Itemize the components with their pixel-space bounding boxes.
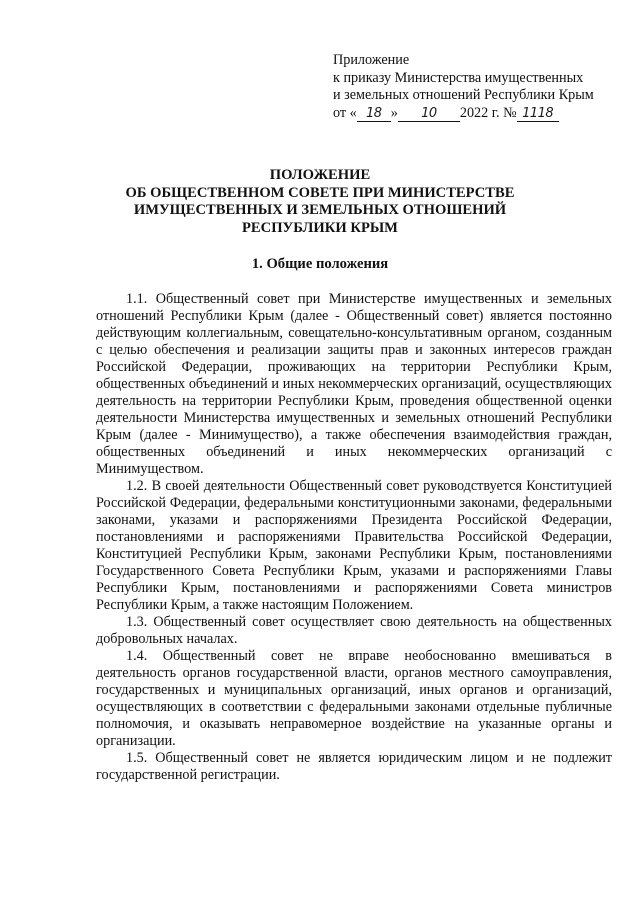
date-prefix: от «: [333, 104, 357, 121]
paragraph-1-2: 1.2. В своей деятельности Общественный совет руководствуется Конституцией Российской Федерации, федеральными конституционными законами, федеральными законами, указами и распоряжениями Президента Российской Федерации, постановлениями и распоряжениями Правительства Российской Федерации, Конституцией Республики Крым, законами Республики Крым, постановлениями Государственного Совета Республики Крым, указами и распоряжениями Главы Республики Крым, постановлениями и распоряжениями Совета министров Республики Крым, а также настоящим Положением.: [96, 478, 612, 613]
appendix-date-line: [333, 105, 623, 123]
paragraph-1-3: 1.3. Общественный совет осуществляет свою деятельность на общественных добровольных началах.: [96, 614, 612, 647]
section-heading: 1. Общие положения: [251, 256, 389, 272]
date-day-handwritten: 18: [365, 105, 382, 121]
date-month-handwritten: 10: [421, 105, 437, 121]
document-title: [60, 167, 580, 237]
order-number-handwritten: 1118: [522, 105, 554, 121]
title-line-2: ОБ ОБЩЕСТВЕННОМ СОВЕТЕ ПРИ МИНИСТЕРСТВЕ: [125, 184, 515, 201]
title-line-1: ПОЛОЖЕНИЕ: [269, 167, 371, 183]
title-line-3: ИМУЩЕСТВЕННЫХ И ЗЕМЕЛЬНЫХ ОТНОШЕНИЙ: [133, 202, 507, 218]
title-line-4: РЕСПУБЛИКИ КРЫМ: [242, 219, 398, 236]
appendix-label: Приложение: [333, 52, 410, 68]
paragraph-1-5: 1.5. Общественный совет не является юридическим лицом и не подлежит государственной регистрации.: [96, 750, 612, 783]
date-year: 2022 г. №: [459, 104, 517, 121]
paragraph-1-1: 1.1. Общественный совет при Министерстве имущественных и земельных отношений Республики Крым (далее - Общественный совет) является постоянно действующим коллегиальным, совещательно-консультативным органом, созданным с целью обеспечения и реализации защиты прав и законных интересов граждан Российской Федерации, проживающих на территории Республики Крым, общественных объединений и иных некоммерческих организаций, осуществляющих деятельность на территории Республики Крым, проведения общественной оценки деятельности Министерства имущественных и земельных отношений Республики Крым (далее - Минимущество), а также обеспечения взаимодействия граждан, общественных объединений и иных некоммерческих организаций с Минимуществом.: [96, 291, 612, 477]
date-mid: »: [390, 104, 398, 121]
paragraph-1-4: 1.4. Общественный совет не вправе необоснованно вмешиваться в деятельность органов государственной власти, органов местного самоуправления, государственных и муниципальных организаций, иных органов и организаций, осуществляющих в соответствии с федеральными законами отдельные публичные полномочия, и оказывать неправомерное воздействие на указанные органы и организации.: [96, 648, 612, 749]
appendix-block: [333, 52, 623, 122]
appendix-ministry-line: и земельных отношений Республики Крым: [333, 87, 594, 103]
section-body: [96, 291, 612, 784]
appendix-order-line: к приказу Министерства имущественных: [333, 69, 584, 86]
